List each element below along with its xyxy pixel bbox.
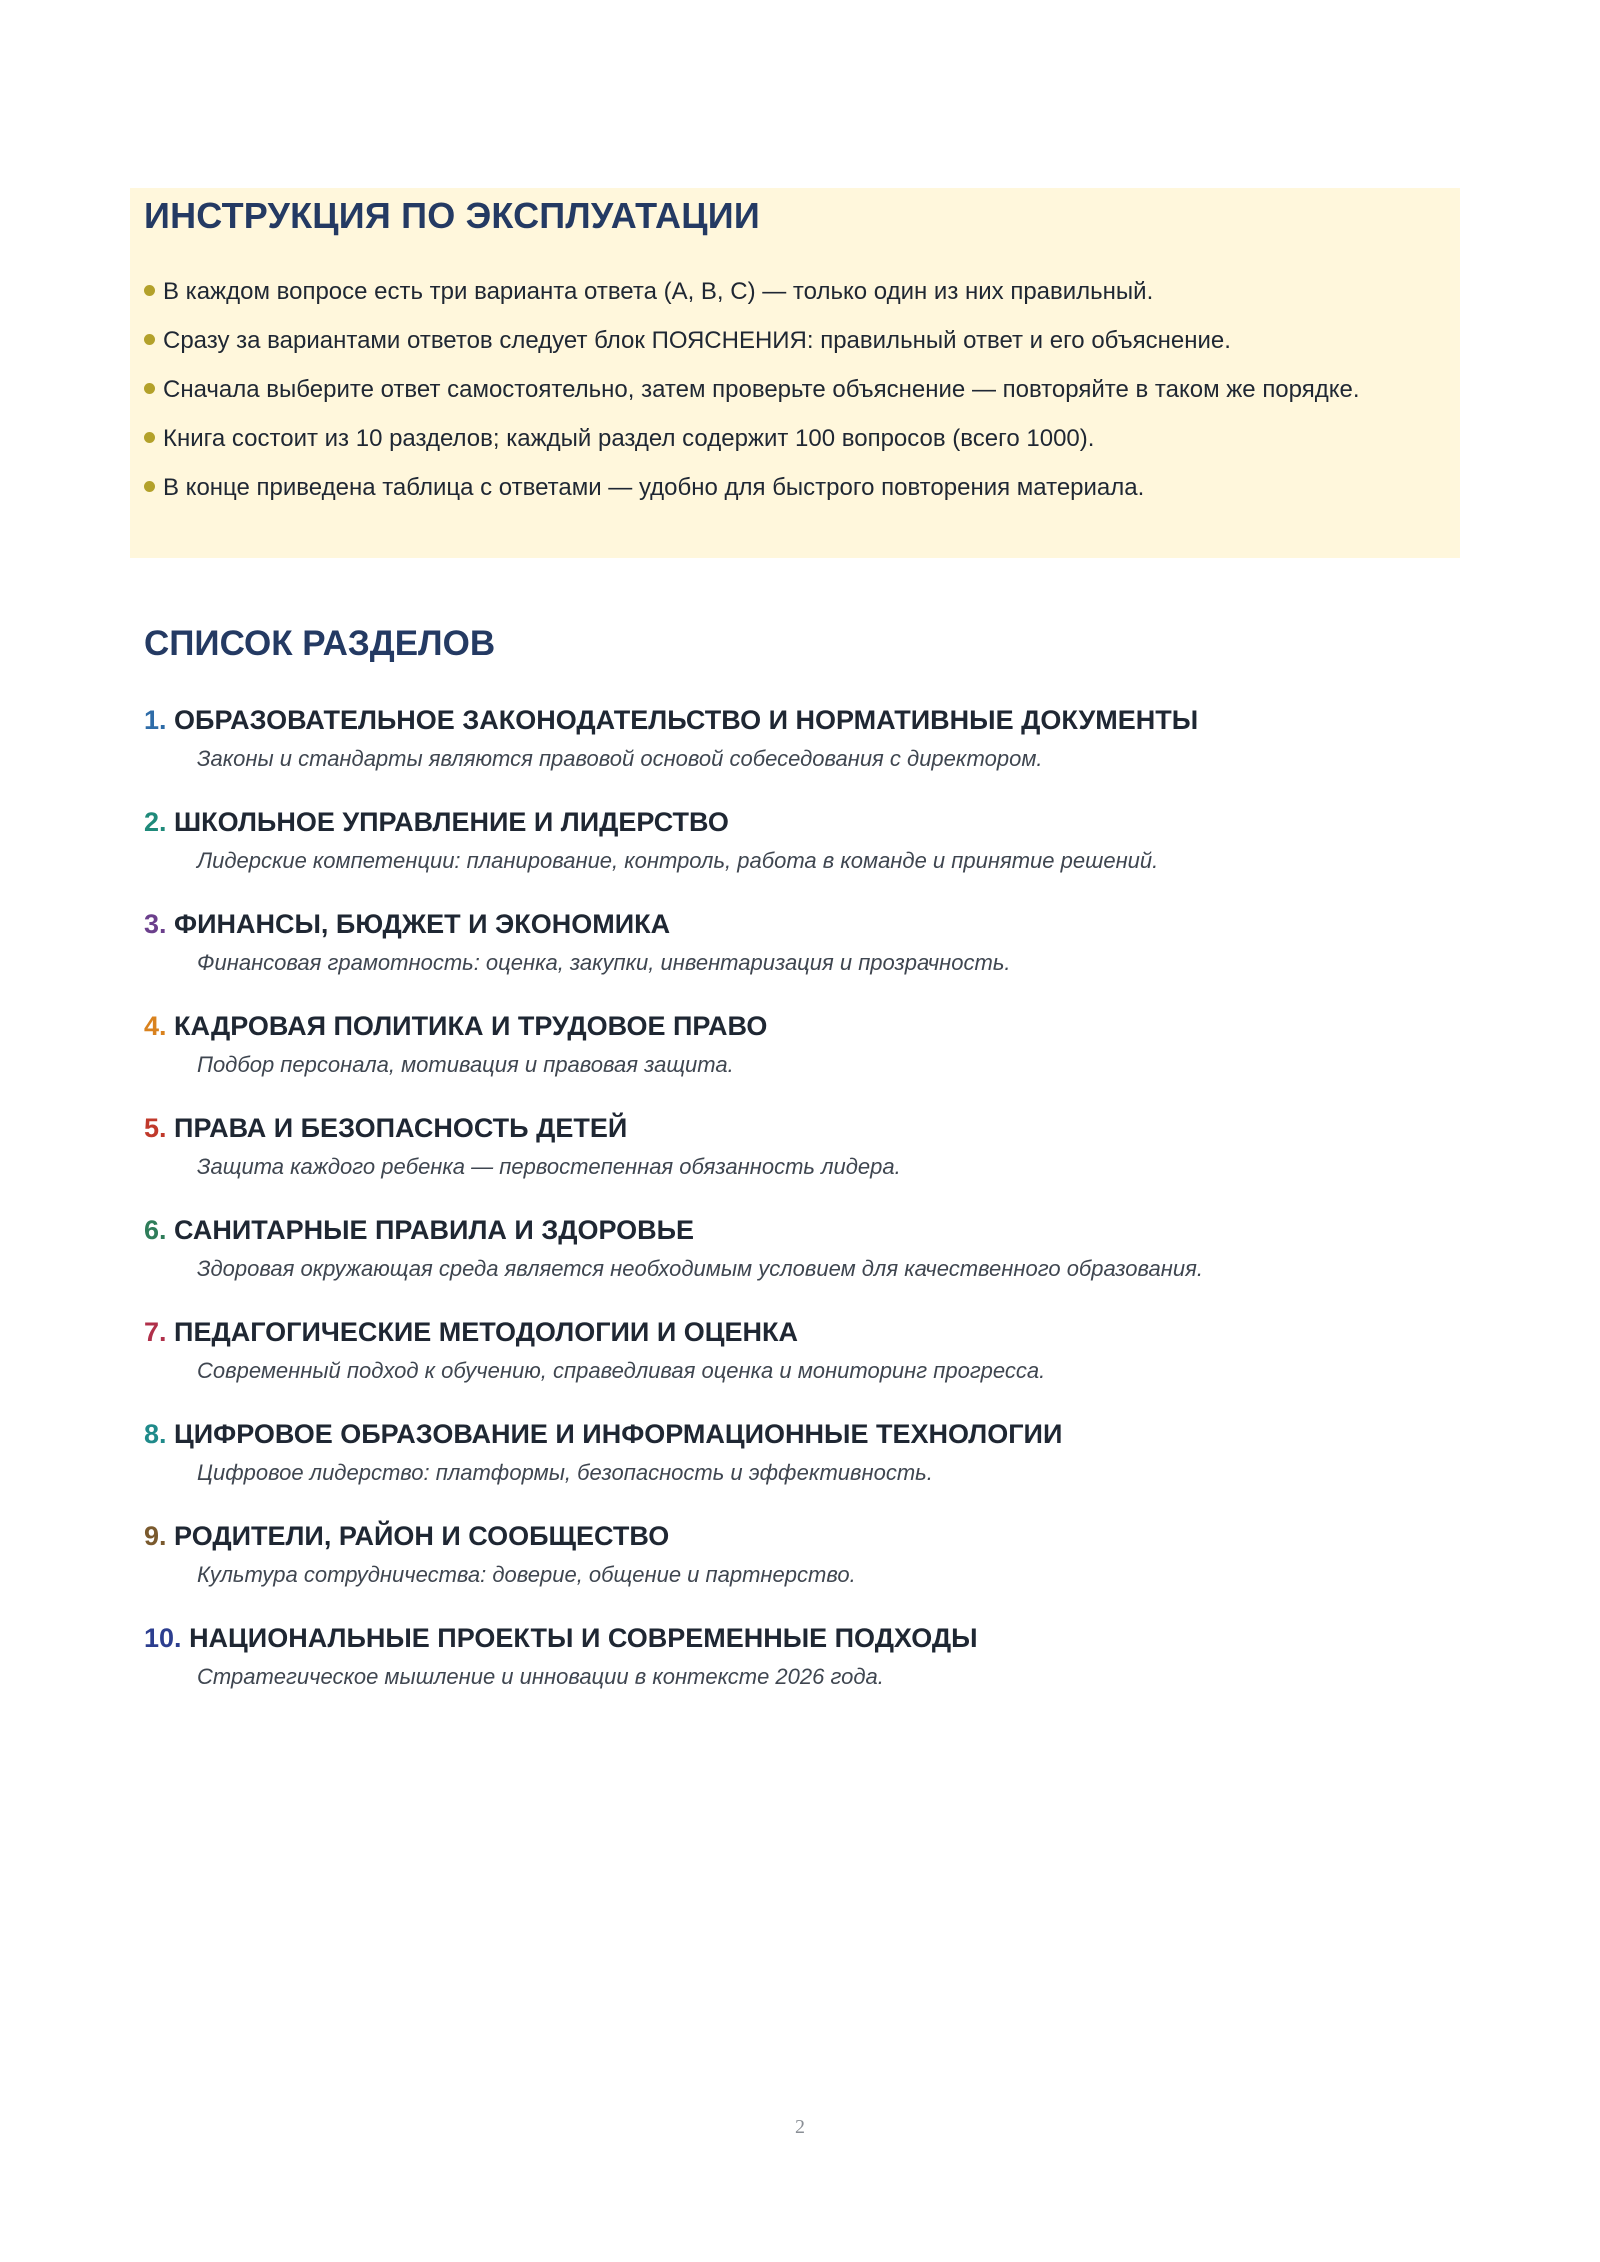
section-item: [144, 1618, 1404, 1720]
instructions-box: [130, 188, 1460, 558]
instruction-text: Книга состоит из 10 разделов; каждый раздел содержит 100 вопросов (всего 1000).: [163, 425, 1095, 452]
section-description: Культура сотрудничества: доверие, общение и партнерство.: [197, 1562, 856, 1587]
section-item: [144, 1108, 1404, 1210]
section-item: [144, 1312, 1404, 1414]
sections-title: СПИСОК РАЗДЕЛОВ: [144, 624, 496, 663]
instruction-text: Сначала выберите ответ самостоятельно, затем проверьте объяснение — повторяйте в таком же порядке.: [163, 376, 1360, 403]
section-number: 2.: [144, 807, 167, 837]
section-number: 4.: [144, 1011, 167, 1041]
section-description: Современный подход к обучению, справедливая оценка и мониторинг прогресса.: [197, 1358, 1046, 1383]
section-description: Здоровая окружающая среда является необходимым условием для качественного образования.: [197, 1256, 1203, 1281]
section-description: Подбор персонала, мотивация и правовая защита.: [197, 1052, 734, 1077]
bullet-dot-icon: [144, 285, 155, 296]
section-description: Финансовая грамотность: оценка, закупки, инвентаризация и прозрачность.: [197, 950, 1011, 975]
section-item: [144, 1006, 1404, 1108]
section-heading: [144, 1210, 1404, 1250]
section-title: КАДРОВАЯ ПОЛИТИКА И ТРУДОВОЕ ПРАВО: [174, 1011, 768, 1041]
section-item: [144, 802, 1404, 904]
instruction-text: В конце приведена таблица с ответами — удобно для быстрого повторения материала.: [163, 474, 1145, 501]
section-heading: [144, 1006, 1404, 1046]
section-title: РОДИТЕЛИ, РАЙОН И СООБЩЕСТВО: [174, 1521, 670, 1551]
section-title: ФИНАНСЫ, БЮДЖЕТ И ЭКОНОМИКА: [174, 909, 671, 939]
section-number: 6.: [144, 1215, 167, 1245]
section-title: САНИТАРНЫЕ ПРАВИЛА И ЗДОРОВЬЕ: [174, 1215, 695, 1245]
section-description: Стратегическое мышление и инновации в контексте 2026 года.: [197, 1664, 884, 1689]
section-item: [144, 700, 1404, 802]
section-number: 5.: [144, 1113, 167, 1143]
section-heading: [144, 1108, 1404, 1148]
section-item: [144, 1210, 1404, 1312]
section-heading: [144, 1516, 1404, 1556]
section-heading: [144, 1414, 1404, 1454]
section-title: ПЕДАГОГИЧЕСКИЕ МЕТОДОЛОГИИ И ОЦЕНКА: [174, 1317, 798, 1347]
instruction-item: [144, 468, 1434, 508]
section-heading: [144, 1618, 1404, 1658]
section-title: ШКОЛЬНОЕ УПРАВЛЕНИЕ И ЛИДЕРСТВО: [174, 807, 729, 837]
instruction-item: [144, 419, 1434, 459]
section-heading: [144, 700, 1404, 740]
section-number: 7.: [144, 1317, 167, 1347]
section-item: [144, 1414, 1404, 1516]
section-title: ПРАВА И БЕЗОПАСНОСТЬ ДЕТЕЙ: [174, 1113, 628, 1143]
instruction-item: [144, 370, 1434, 410]
section-heading: [144, 1312, 1404, 1352]
section-heading: [144, 904, 1404, 944]
instructions-title: ИНСТРУКЦИЯ ПО ЭКСПЛУАТАЦИИ: [144, 195, 760, 236]
section-item: [144, 1516, 1404, 1618]
instruction-item: [144, 272, 1434, 312]
section-number: 8.: [144, 1419, 167, 1449]
section-description: Законы и стандарты являются правовой основой собеседования с директором.: [197, 746, 1043, 771]
section-description: Лидерские компетенции: планирование, контроль, работа в команде и принятие решений.: [197, 848, 1159, 873]
bullet-dot-icon: [144, 432, 155, 443]
section-heading: [144, 802, 1404, 842]
section-title: ЦИФРОВОЕ ОБРАЗОВАНИЕ И ИНФОРМАЦИОННЫЕ ТЕХНОЛОГИИ: [174, 1419, 1063, 1449]
section-number: 10.: [144, 1623, 182, 1653]
section-number: 3.: [144, 909, 167, 939]
instruction-item: [144, 321, 1434, 361]
section-number: 1.: [144, 705, 167, 735]
bullet-dot-icon: [144, 334, 155, 345]
instruction-text: Сразу за вариантами ответов следует блок ПОЯСНЕНИЯ: правильный ответ и его объяснение.: [163, 327, 1231, 354]
section-title: НАЦИОНАЛЬНЫЕ ПРОЕКТЫ И СОВРЕМЕННЫЕ ПОДХОДЫ: [189, 1623, 978, 1653]
bullet-dot-icon: [144, 481, 155, 492]
section-description: Защита каждого ребенка — первостепенная обязанность лидера.: [197, 1154, 901, 1179]
section-title: ОБРАЗОВАТЕЛЬНОЕ ЗАКОНОДАТЕЛЬСТВО И НОРМАТИВНЫЕ ДОКУМЕНТЫ: [174, 705, 1199, 735]
bullet-dot-icon: [144, 383, 155, 394]
instruction-text: В каждом вопросе есть три варианта ответа (A, B, C) — только один из них правильный.: [163, 278, 1154, 305]
section-item: [144, 904, 1404, 1006]
sections-list: [144, 700, 1404, 1720]
instructions-list: [144, 272, 1434, 517]
section-description: Цифровое лидерство: платформы, безопасность и эффективность.: [197, 1460, 933, 1485]
section-number: 9.: [144, 1521, 167, 1551]
page-number: 2: [795, 2116, 805, 2138]
